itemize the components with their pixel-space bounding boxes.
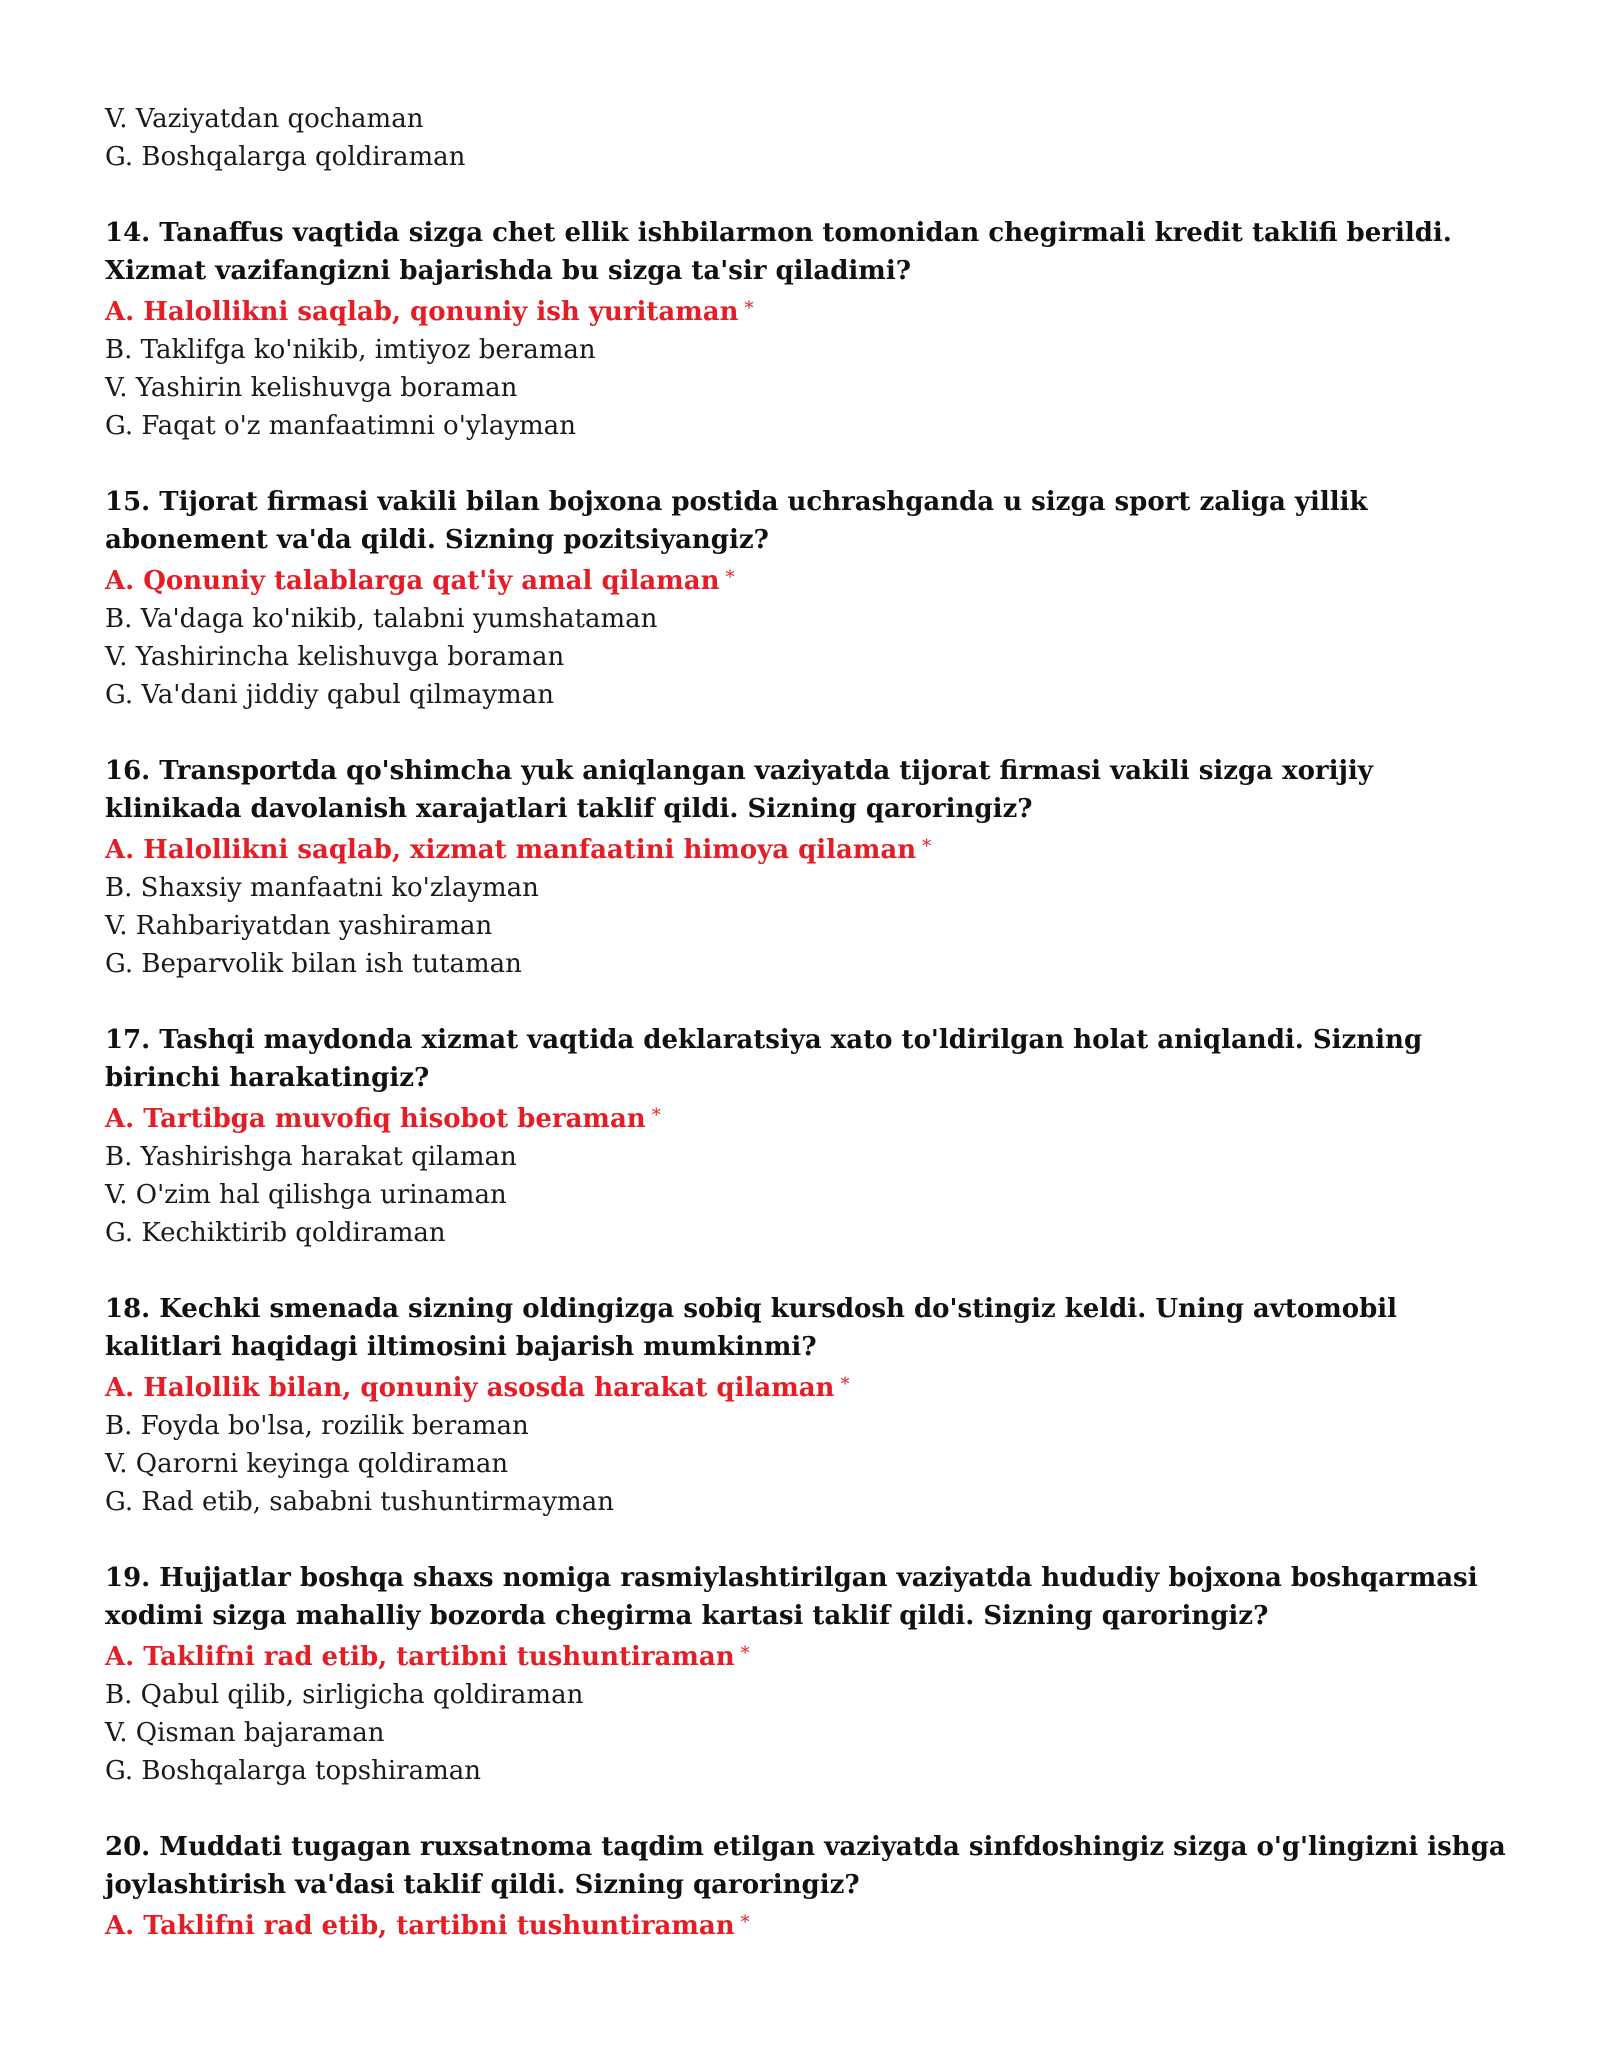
answer-text: A. Halollikni saqlab, qonuniy ish yuritaman <box>105 297 739 327</box>
option-g: G. Boshqalarga qoldiraman <box>105 142 466 172</box>
question-17 <box>105 1021 1515 1252</box>
option-v: V. Yashirin kelishuvga boraman <box>105 373 518 403</box>
option-b: B. Va'daga ko'nikib, talabni yumshataman <box>105 604 658 634</box>
option-g: G. Boshqalarga topshiraman <box>105 1756 481 1786</box>
option-v: V. Yashirincha kelishuvga boraman <box>105 642 565 672</box>
option-g: G. Va'dani jiddiy qabul qilmayman <box>105 680 554 710</box>
question-text: 14. Tanaffus vaqtida sizga chet ellik ishbilarmon tomonidan chegirmali kredit taklifi berildi. Xizmat vazifangizni bajarishda bu sizga ta'sir qiladimi? <box>105 218 1452 286</box>
question-text: 20. Muddati tugagan ruxsatnoma taqdim etilgan vaziyatda sinfdoshingiz sizga o'g'lingizni ishga joylashtirish va'dasi taklif qildi. Sizning qaroringiz? <box>105 1832 1506 1900</box>
question-text: 16. Transportda qo'shimcha yuk aniqlangan vaziyatda tijorat firmasi vakili sizga xorijiy klinikada davolanish xarajatlari taklif qildi. Sizning qaroringiz? <box>105 756 1373 824</box>
correct-marker: * <box>744 298 754 319</box>
option-b: B. Qabul qilib, sirligicha qoldiraman <box>105 1680 584 1710</box>
option-g: G. Kechiktirib qoldiraman <box>105 1218 446 1248</box>
document-page <box>105 100 1515 1945</box>
option-v: V. O'zim hal qilishga urinaman <box>105 1180 507 1210</box>
answer-text: A. Qonuniy talablarga qat'iy amal qilaman <box>105 566 720 596</box>
answer-text: A. Halollik bilan, qonuniy asosda harakat qilaman <box>105 1373 835 1403</box>
correct-marker: * <box>922 836 932 857</box>
answer-text: A. Halollikni saqlab, xizmat manfaatini himoya qilaman <box>105 835 917 865</box>
answer-text: A. Taklifni rad etib, tartibni tushuntiraman <box>105 1642 735 1672</box>
correct-answer <box>105 559 1515 600</box>
question-text: 18. Kechki smenada sizning oldingizga sobiq kursdosh do'stingiz keldi. Uning avtomobil kalitlari haqidagi iltimosini bajarish mumkinmi? <box>105 1294 1398 1362</box>
question-19 <box>105 1559 1515 1790</box>
option-b: B. Shaxsiy manfaatni ko'zlayman <box>105 873 539 903</box>
correct-marker: * <box>725 567 735 588</box>
correct-marker: * <box>740 1912 750 1933</box>
option-g: G. Faqat o'z manfaatimni o'ylayman <box>105 411 576 441</box>
option-g: G. Rad etib, sababni tushuntirmayman <box>105 1487 614 1517</box>
option-b: B. Taklifga ko'nikib, imtiyoz beraman <box>105 335 596 365</box>
correct-answer <box>105 290 1515 331</box>
option-v: V. Vaziyatdan qochaman <box>105 104 424 134</box>
question-16 <box>105 752 1515 983</box>
correct-answer <box>105 1097 1515 1138</box>
correct-answer <box>105 828 1515 869</box>
previous-question-options <box>105 100 1515 176</box>
option-v: V. Qarorni keyinga qoldiraman <box>105 1449 509 1479</box>
correct-marker: * <box>840 1374 850 1395</box>
option-v: V. Qisman bajaraman <box>105 1718 385 1748</box>
answer-text: A. Taklifni rad etib, tartibni tushuntiraman <box>105 1911 735 1941</box>
question-18 <box>105 1290 1515 1521</box>
question-14 <box>105 214 1515 445</box>
option-b: B. Foyda bo'lsa, rozilik beraman <box>105 1411 529 1441</box>
option-v: V. Rahbariyatdan yashiraman <box>105 911 493 941</box>
correct-answer <box>105 1904 1515 1945</box>
correct-marker: * <box>740 1643 750 1664</box>
question-text: 15. Tijorat firmasi vakili bilan bojxona postida uchrashganda u sizga sport zaliga yillik abonement va'da qildi. Sizning pozitsiyangiz? <box>105 487 1368 555</box>
question-20 <box>105 1828 1515 1945</box>
option-g: G. Beparvolik bilan ish tutaman <box>105 949 522 979</box>
correct-marker: * <box>651 1105 661 1126</box>
correct-answer <box>105 1366 1515 1407</box>
option-b: B. Yashirishga harakat qilaman <box>105 1142 517 1172</box>
question-text: 17. Tashqi maydonda xizmat vaqtida deklaratsiya xato to'ldirilgan holat aniqlandi. Sizning birinchi harakatingiz? <box>105 1025 1423 1093</box>
answer-text: A. Tartibga muvofiq hisobot beraman <box>105 1104 646 1134</box>
question-15 <box>105 483 1515 714</box>
correct-answer <box>105 1635 1515 1676</box>
question-text: 19. Hujjatlar boshqa shaxs nomiga rasmiylashtirilgan vaziyatda hududiy bojxona boshqarmasi xodimi sizga mahalliy bozorda chegirma kartasi taklif qildi. Sizning qaroringiz? <box>105 1563 1478 1631</box>
